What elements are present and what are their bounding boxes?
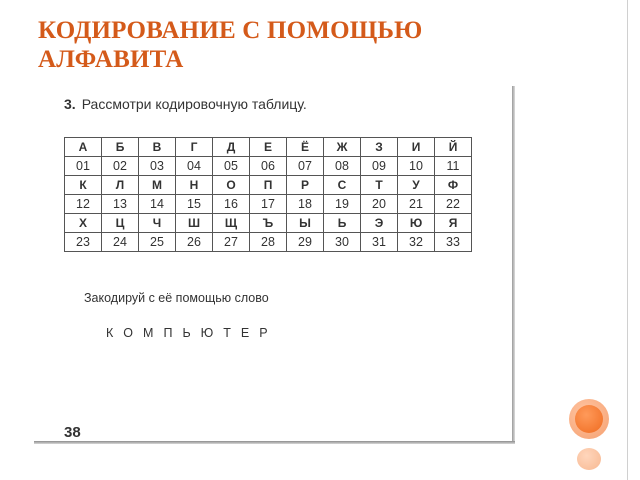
letter-cell: З: [361, 138, 398, 157]
decorative-circle-icon: [575, 405, 603, 433]
word-letter: М: [143, 326, 154, 340]
code-cell: 27: [213, 233, 250, 252]
slide-border: [627, 0, 628, 480]
letter-cell: Ц: [102, 214, 139, 233]
instruction-text: Закодируй с её помощью слово: [84, 291, 269, 305]
code-cell: 12: [65, 195, 102, 214]
letter-cell: И: [398, 138, 435, 157]
table-row-letters: [65, 214, 472, 233]
word-letter: К: [106, 326, 114, 340]
letter-cell: В: [139, 138, 176, 157]
code-cell: 23: [65, 233, 102, 252]
letter-cell: Ш: [176, 214, 213, 233]
letter-cell: Й: [435, 138, 472, 157]
code-cell: 16: [213, 195, 250, 214]
word-letter: Е: [240, 326, 250, 340]
letter-cell: У: [398, 176, 435, 195]
letter-cell: Ы: [287, 214, 324, 233]
page-shadow: [34, 441, 515, 444]
code-cell: 17: [250, 195, 287, 214]
code-cell: 20: [361, 195, 398, 214]
letter-cell: Д: [213, 138, 250, 157]
code-cell: 15: [176, 195, 213, 214]
code-cell: 07: [287, 157, 324, 176]
code-cell: 06: [250, 157, 287, 176]
code-cell: 14: [139, 195, 176, 214]
word-letter: П: [163, 326, 173, 340]
task-text: Рассмотри кодировочную таблицу.: [81, 96, 307, 112]
slide-title: [38, 16, 598, 74]
encoding-table: [64, 137, 472, 252]
code-cell: 18: [287, 195, 324, 214]
code-cell: 32: [398, 233, 435, 252]
code-cell: 04: [176, 157, 213, 176]
letter-cell: Ь: [324, 214, 361, 233]
letter-cell: М: [139, 176, 176, 195]
task-heading: [64, 96, 307, 112]
code-cell: 25: [139, 233, 176, 252]
code-cell: 30: [324, 233, 361, 252]
letter-cell: Л: [102, 176, 139, 195]
code-cell: 08: [324, 157, 361, 176]
letter-cell: С: [324, 176, 361, 195]
code-cell: 24: [102, 233, 139, 252]
letter-cell: Я: [435, 214, 472, 233]
letter-cell: Ж: [324, 138, 361, 157]
table-row-codes: [65, 233, 472, 252]
letter-cell: Э: [361, 214, 398, 233]
word-letter: Ь: [182, 326, 191, 340]
code-cell: 10: [398, 157, 435, 176]
letter-cell: Р: [287, 176, 324, 195]
letter-cell: А: [65, 138, 102, 157]
code-cell: 26: [176, 233, 213, 252]
letter-cell: К: [65, 176, 102, 195]
letter-cell: О: [213, 176, 250, 195]
word-letter: О: [123, 326, 134, 340]
letter-cell: Ф: [435, 176, 472, 195]
slide-title-line-2: АЛФАВИТА: [38, 46, 184, 73]
letter-cell: Е: [250, 138, 287, 157]
table-row-codes: [65, 195, 472, 214]
code-cell: 01: [65, 157, 102, 176]
code-cell: 02: [102, 157, 139, 176]
code-cell: 28: [250, 233, 287, 252]
table-row-letters: [65, 176, 472, 195]
word-letter: Т: [223, 326, 231, 340]
word-letter: Р: [259, 326, 268, 340]
letter-cell: П: [250, 176, 287, 195]
letter-cell: Т: [361, 176, 398, 195]
letter-cell: Щ: [213, 214, 250, 233]
table-row-letters: [65, 138, 472, 157]
letter-cell: Х: [65, 214, 102, 233]
code-cell: 22: [435, 195, 472, 214]
slide-title-line-1: КОДИРОВАНИЕ С ПОМОЩЬЮ: [38, 17, 423, 44]
word-letter: Ю: [200, 326, 214, 340]
letter-cell: Ч: [139, 214, 176, 233]
page-shadow: [512, 86, 515, 444]
table-row-codes: [65, 157, 472, 176]
decorative-circle-icon: [577, 448, 601, 470]
page-number: 38: [64, 424, 81, 441]
code-cell: 11: [435, 157, 472, 176]
code-cell: 09: [361, 157, 398, 176]
task-number: 3.: [64, 96, 76, 112]
letter-cell: Ъ: [250, 214, 287, 233]
code-cell: 21: [398, 195, 435, 214]
code-cell: 13: [102, 195, 139, 214]
word-to-encode: [106, 326, 268, 340]
letter-cell: Г: [176, 138, 213, 157]
code-cell: 29: [287, 233, 324, 252]
letter-cell: Б: [102, 138, 139, 157]
letter-cell: Ю: [398, 214, 435, 233]
code-cell: 05: [213, 157, 250, 176]
code-cell: 33: [435, 233, 472, 252]
code-cell: 03: [139, 157, 176, 176]
letter-cell: Ё: [287, 138, 324, 157]
code-cell: 31: [361, 233, 398, 252]
letter-cell: Н: [176, 176, 213, 195]
code-cell: 19: [324, 195, 361, 214]
